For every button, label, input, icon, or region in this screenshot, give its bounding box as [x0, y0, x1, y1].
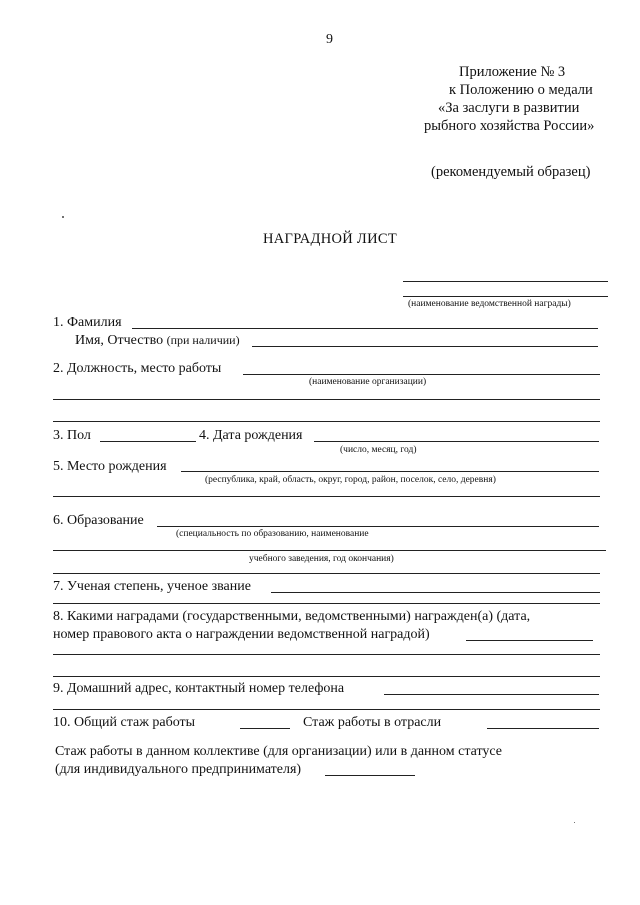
edu-caption-2: учебного заведения, год окончания) [249, 554, 394, 564]
surname-line [132, 328, 598, 329]
education-line [157, 526, 599, 527]
award-line-2 [403, 296, 608, 297]
awards-line-3 [53, 676, 600, 677]
appendix-line-1: Приложение № 3 [459, 64, 566, 80]
awards-label-2: номер правового акта о награждении ведомственной наградой) [53, 627, 430, 642]
address-line-2 [53, 709, 600, 710]
scan-speck-2 [574, 822, 575, 823]
birth-date-label: 4. Дата рождения [199, 428, 303, 443]
sex-line [100, 441, 196, 442]
awards-line [466, 640, 593, 641]
award-line-1 [403, 281, 608, 282]
degree-line-2 [53, 603, 600, 604]
degree-label: 7. Ученая степень, ученое звание [53, 579, 251, 594]
total-exp-line [240, 728, 290, 729]
document-title: НАГРАДНОЙ ЛИСТ [263, 231, 397, 247]
address-line [384, 694, 599, 695]
team-exp-label-2: (для индивидуального предпринимателя) [55, 762, 302, 777]
education-label: 6. Образование [53, 513, 144, 528]
award-caption: (наименование ведомственной награды) [408, 299, 571, 309]
birth-date-line [314, 441, 599, 442]
appendix-line-3: «За заслуги в развитии [438, 100, 580, 116]
place-caption: (республика, край, область, округ, город, район, поселок, село, деревня) [205, 475, 496, 485]
birth-place-label: 5. Место рождения [53, 459, 167, 474]
awards-label-1: 8. Какими наградами (государственными, ведомственными) награжден(а) (дата, [53, 609, 531, 624]
industry-exp-line [487, 728, 599, 729]
appendix-line-2: к Положению о медали [449, 82, 593, 98]
appendix-line-4: рыбного хозяйства России» [424, 118, 595, 134]
name-patronymic-label: Имя, Отчество (при наличии) [75, 333, 240, 348]
education-line-2 [53, 550, 606, 551]
scan-speck [62, 216, 64, 218]
birth-place-line [181, 471, 599, 472]
name-line [252, 346, 598, 347]
industry-exp-label: Стаж работы в отрасли [303, 715, 442, 730]
position-line [243, 374, 600, 375]
team-exp-label-1: Стаж работы в данном коллективе (для организации) или в данном статусе [55, 744, 503, 759]
awards-line-2 [53, 654, 600, 655]
team-exp-line [325, 775, 415, 776]
org-caption: (наименование организации) [309, 377, 427, 387]
position-line-2 [53, 399, 600, 400]
date-caption: (число, месяц, год) [340, 445, 417, 455]
surname-label: 1. Фамилия [53, 315, 122, 330]
total-exp-label: 10. Общий стаж работы [53, 715, 196, 730]
address-label: 9. Домашний адрес, контактный номер телефона [53, 681, 345, 696]
page-number: 9 [326, 32, 333, 47]
position-line-3 [53, 421, 600, 422]
position-label: 2. Должность, место работы [53, 361, 222, 376]
sex-label: 3. Пол [53, 428, 91, 443]
education-line-3 [53, 573, 600, 574]
sample-note: (рекомендуемый образец) [431, 164, 591, 180]
degree-line [271, 592, 600, 593]
edu-caption-1: (специальность по образованию, наименование [176, 529, 369, 539]
birth-place-line-2 [53, 496, 600, 497]
